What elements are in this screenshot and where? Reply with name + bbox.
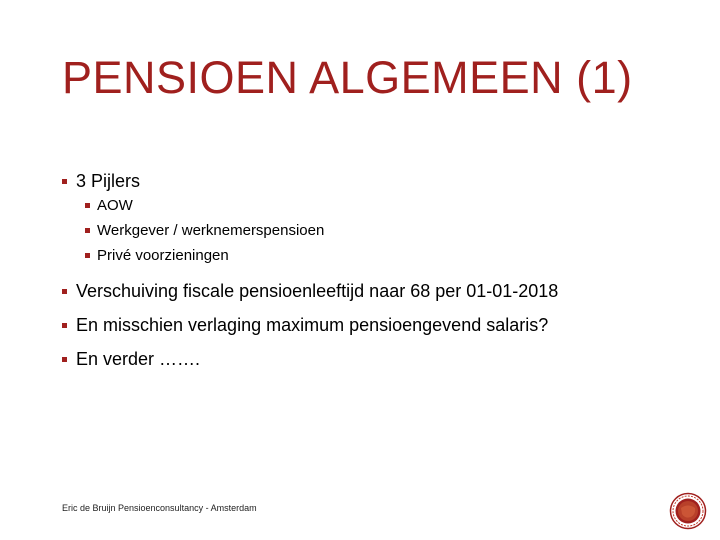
circular-logo-icon (669, 492, 707, 530)
bullet-item (62, 281, 558, 302)
square-bullet-icon (62, 179, 67, 184)
sub-bullet-text: Werkgever / werknemerspensioen (97, 222, 325, 239)
square-bullet-icon (85, 203, 90, 208)
bullet-text: En misschien verlaging maximum pensioengevend salaris? (76, 315, 549, 335)
sub-bullet-item (85, 197, 133, 214)
bullet-item (62, 315, 548, 336)
bullet-item (62, 349, 200, 370)
sub-bullet-item (85, 247, 229, 264)
bullet-text: En verder ……. (76, 349, 201, 369)
slide-title: PENSIOEN ALGEMEEN (1) (62, 52, 633, 103)
sub-bullet-text: Privé voorzieningen (97, 247, 229, 264)
bullet-item (62, 171, 140, 192)
square-bullet-icon (62, 323, 67, 328)
square-bullet-icon (85, 228, 90, 233)
square-bullet-icon (62, 357, 67, 362)
bullet-text: 3 Pijlers (76, 171, 141, 191)
sub-bullet-text: AOW (97, 197, 133, 214)
square-bullet-icon (85, 253, 90, 258)
bullet-text: Verschuiving fiscale pensioenleeftijd naar 68 per 01-01-2018 (76, 281, 559, 301)
sub-bullet-item (85, 222, 324, 239)
footer-text: Eric de Bruijn Pensioenconsultancy - Amsterdam (62, 503, 257, 513)
square-bullet-icon (62, 289, 67, 294)
